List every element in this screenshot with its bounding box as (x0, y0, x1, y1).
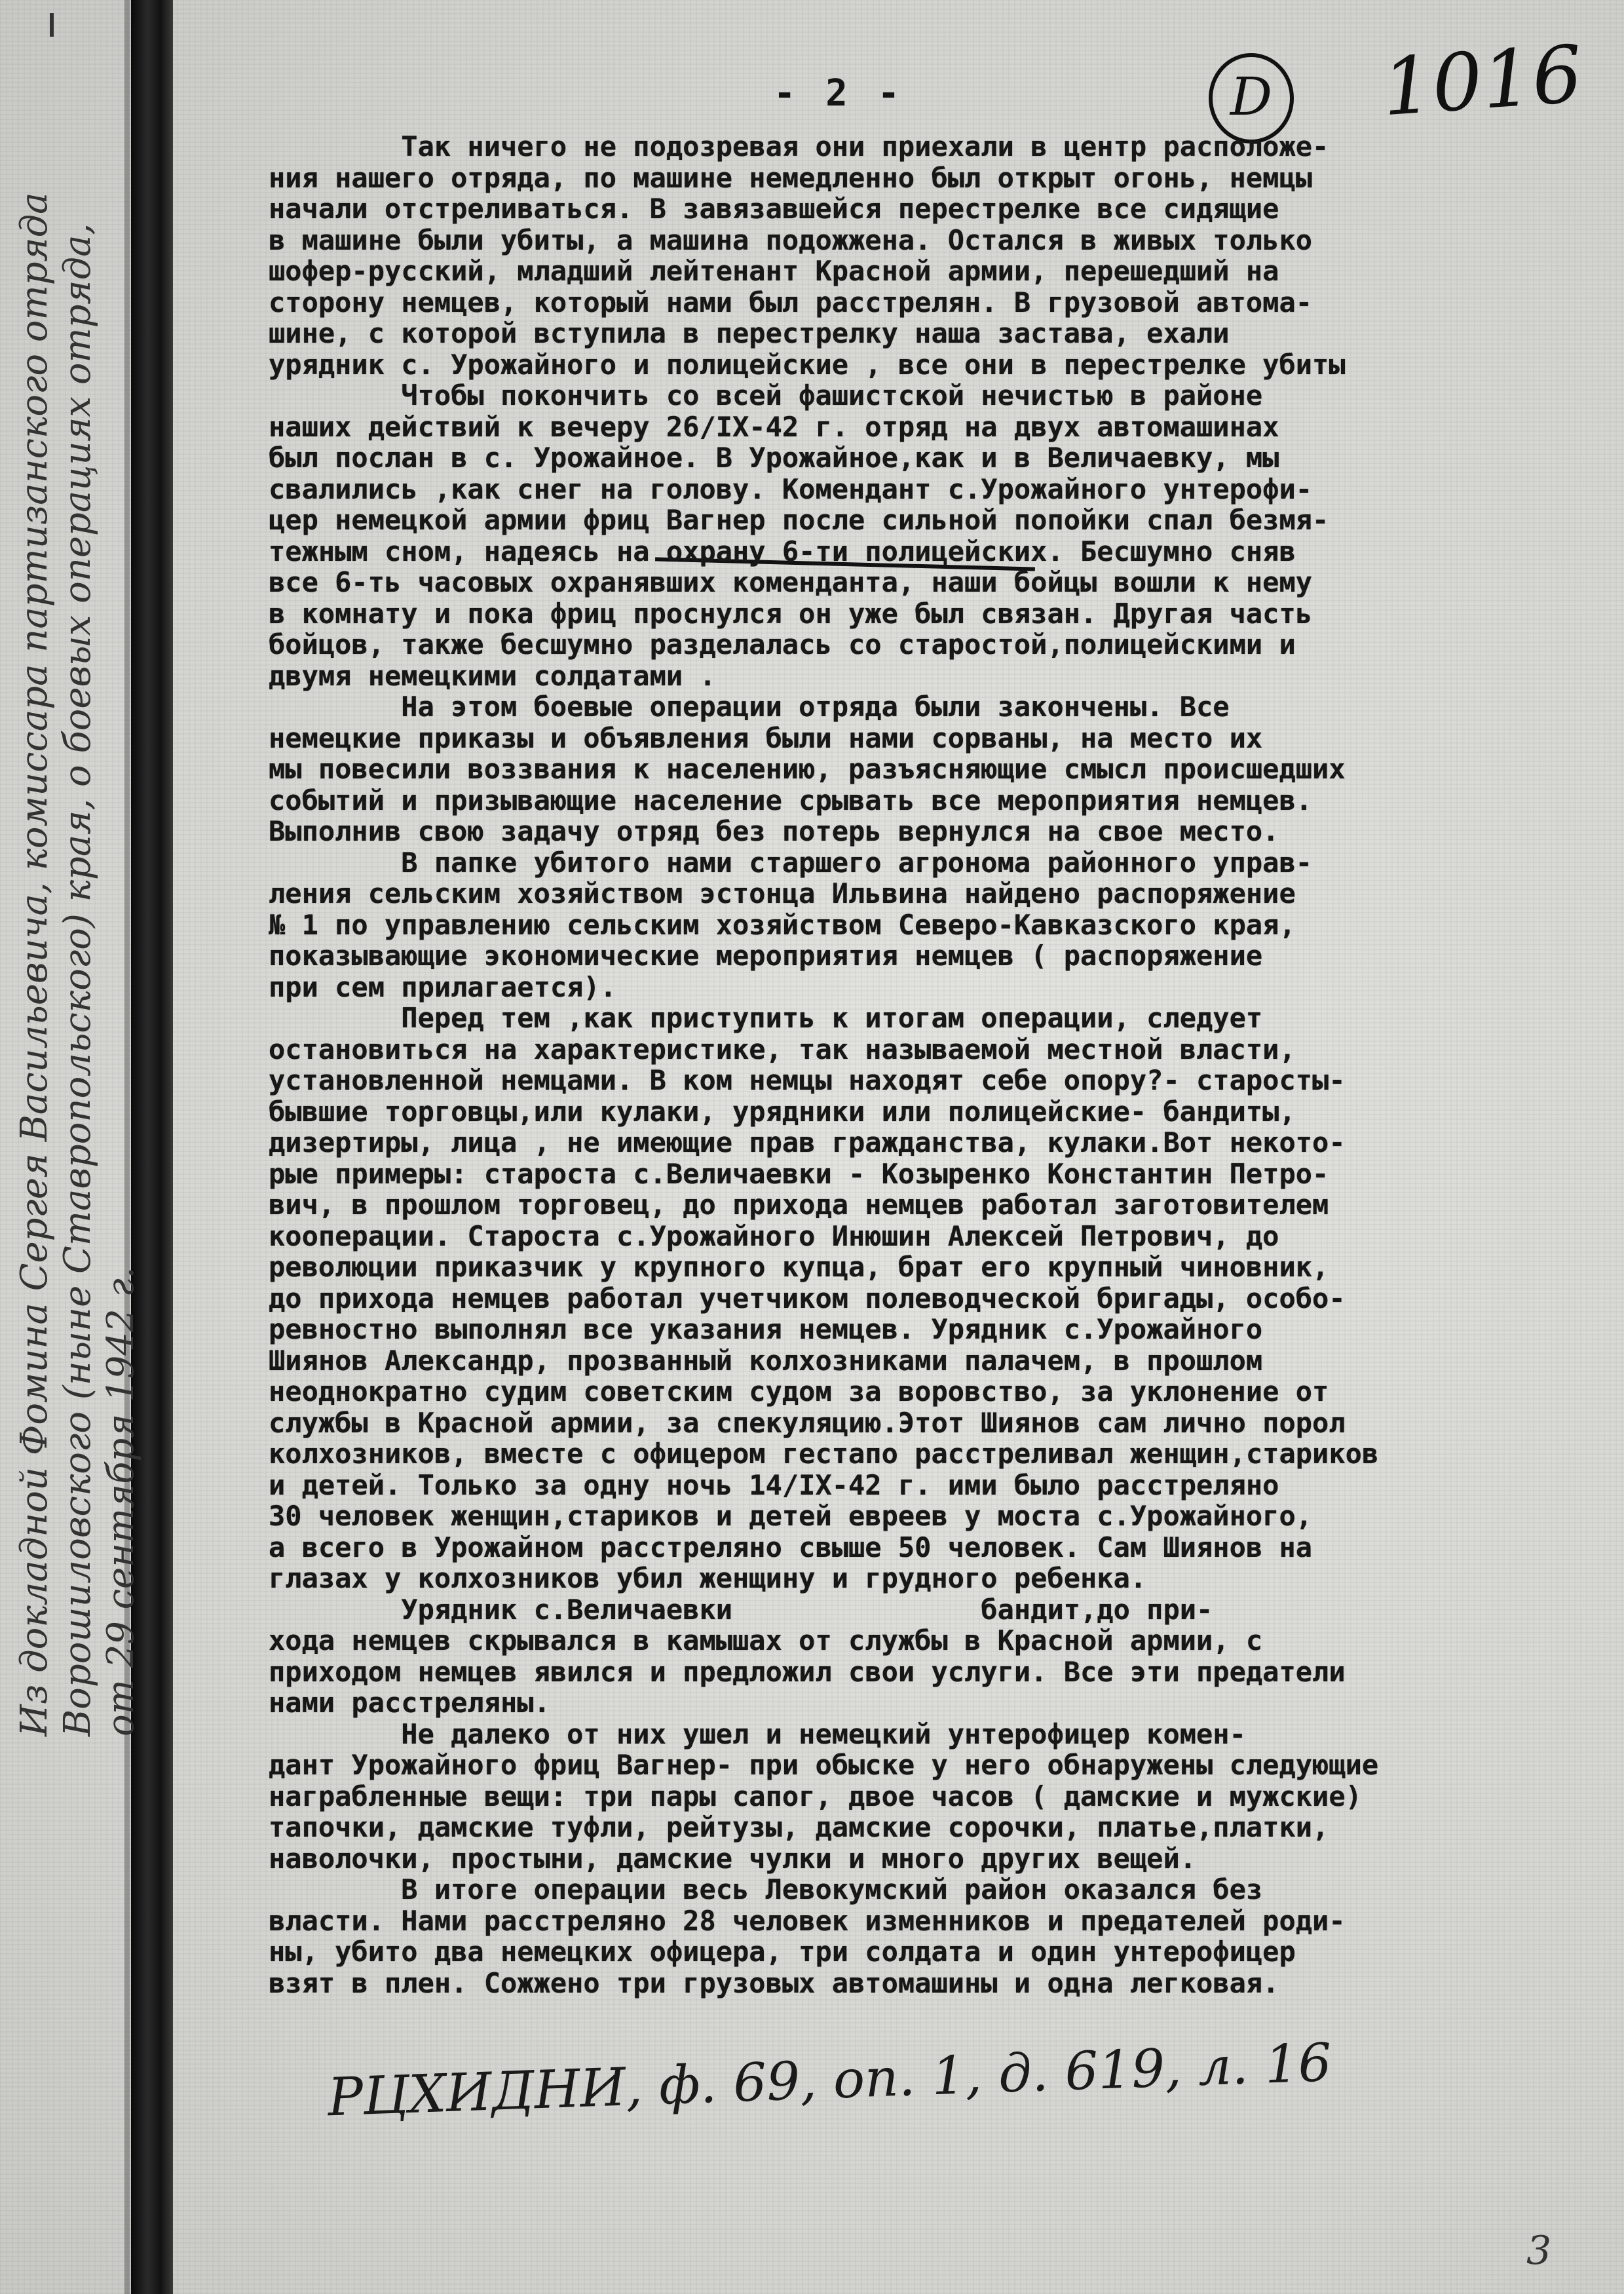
body-text (269, 131, 1579, 1998)
text-line: свалились ,как снег на голову. Комендант с.Урожайного унтерофи- (269, 473, 1313, 505)
text-line: Не далеко от них ушел и немецкий унтерофицер комен- (269, 1718, 1246, 1749)
text-line: вич, в прошлом торговец, до прихода немцев работал заготовителем (269, 1189, 1329, 1221)
text-line: в машине были убиты, а машина подожжена. Остался в живых только (269, 224, 1313, 256)
text-line: В папке убитого нами старшего агронома районного управ- (269, 847, 1313, 878)
text-line: службы в Красной армии, за спекуляцию.Этот Шиянов сам лично порол (269, 1407, 1346, 1438)
text-line: На этом боевые операции отряда были закончены. Все (269, 691, 1230, 723)
text-line: глазах у колхозников убил женщину и грудного ребенка. (269, 1563, 1147, 1594)
text-line: 30 человек женщин,стариков и детей евреев у моста с.Урожайного, (269, 1501, 1313, 1532)
text-line: мы повесили воззвания к населению, разъясняющие смысл происшедших (269, 754, 1346, 785)
text-line: шофер-русский, младший лейтенант Красной армии, перешедший на (269, 256, 1279, 287)
page-number: - 2 - (773, 72, 904, 115)
text-line: бойцов, также бесшумно разделалась со старостой,полицейскими и (269, 629, 1296, 660)
text-line: а всего в Урожайном расстреляно свыше 50 человек. Сам Шиянов на (269, 1531, 1313, 1563)
text-line: тежным сном, надеясь на охрану 6-ти полицейских. Бесшумно сняв (269, 535, 1296, 567)
text-line: ния нашего отряда, по машине немедленно был открыт огонь, немцы (269, 162, 1313, 193)
text-line: ления сельским хозяйством эстонца Ильвина найдено распоряжение (269, 878, 1296, 909)
corner-mark: 3 (1526, 2228, 1552, 2274)
text-line: кооперации. Староста с.Урожайного Инюшин Алексей Петрович, до (269, 1220, 1279, 1252)
text-line: бывшие торговцы,или кулаки, урядники или полицейские- бандиты, (269, 1096, 1296, 1127)
edge-mark (50, 13, 54, 37)
text-line: нами расстреляны. (269, 1687, 550, 1719)
text-line: ревностно выполнял все указания немцев. Урядник с.Урожайного (269, 1314, 1263, 1345)
text-line: остановиться на характеристике, так называемой местной власти, (269, 1033, 1296, 1065)
text-line: был послан в с. Урожайное. В Урожайное,как и в Величаевку, мы (269, 442, 1279, 474)
handwritten-archive-reference: РЦХИДНИ, ф. 69, оп. 1, д. 619, л. 16 (326, 2031, 1333, 2128)
text-line: начали отстреливаться. В завязавшейся перестрелке все сидящие (269, 193, 1279, 225)
circled-letter: D (1230, 66, 1273, 127)
text-line: Выполнив свою задачу отряд без потерь вернулся на свое место. (269, 816, 1279, 847)
text-line: колхозников, вместе с офицером гестапо расстреливал женщин,стариков (269, 1438, 1379, 1470)
text-line: награбленные вещи: три пары сапог, двое часов ( дамские и мужские) (269, 1780, 1362, 1812)
text-line: революции приказчик у крупного купца, брат его крупный чиновник, (269, 1252, 1329, 1283)
text-line: № 1 по управлению сельским хозяйством Северо-Кавказского края, (269, 909, 1296, 940)
text-line: рые примеры: староста с.Величаевки - Козыренко Константин Петро- (269, 1158, 1329, 1189)
text-line: Так ничего не подозревая они приехали в центр расположе- (269, 131, 1329, 162)
text-line: сторону немцев, который нами был расстрелян. В грузовой автома- (269, 286, 1313, 318)
text-line: двумя немецкими солдатами . (269, 660, 716, 691)
text-line: Перед тем ,как приступить к итогам операции, следует (269, 1003, 1263, 1034)
text-line: дизертиры, лица , не имеющие прав гражданства, кулаки.Вот некото- (269, 1127, 1346, 1158)
text-line: дант Урожайного фриц Вагнер- при обыске у него обнаружены следующие (269, 1749, 1379, 1781)
text-line: хода немцев скрывался в камышах от службы в Красной армии, с (269, 1625, 1263, 1656)
text-line: наших действий к вечеру 26/IX-42 г. отряд на двух автомашинах (269, 411, 1279, 442)
margin-note-line: от 29 сентября 1942 г. (100, 1267, 142, 1736)
text-line: тапочки, дамские туфли, рейтузы, дамские сорочки, платье,платки, (269, 1812, 1329, 1843)
margin-note-line: Ворошиловского (ныне Ставропольского) края, о боевых операциях отряда, (56, 223, 99, 1736)
text-line: немецкие приказы и объявления были нами сорваны, на место их (269, 722, 1263, 754)
text-line: урядник с. Урожайного и полицейские , все они в перестрелке убиты (269, 349, 1346, 380)
text-line: приходом немцев явился и предложил свои услуги. Все эти предатели (269, 1656, 1346, 1687)
text-line: В итоге операции весь Левокумский район оказался без (269, 1874, 1263, 1905)
text-line: в комнату и пока фриц проснулся он уже был связан. Другая часть (269, 598, 1313, 629)
text-line: Чтобы покончить со всей фашистской нечистью в районе (269, 380, 1263, 411)
text-line: власти. Нами расстреляно 28 человек изменников и предателей роди- (269, 1905, 1346, 1936)
archive-page-number: 1016 (1379, 29, 1585, 134)
text-line: и детей. Только за одну ночь 14/IX-42 г. ими было расстреляно (269, 1469, 1279, 1501)
text-line: событий и призывающие население срывать все мероприятия немцев. (269, 784, 1313, 816)
text-line: при сем прилагается). (269, 971, 617, 1003)
text-line: до прихода немцев работал учетчиком полеводческой бригады, особо- (269, 1282, 1346, 1314)
text-line: наволочки, простыни, дамские чулки и много других вещей. (269, 1843, 1197, 1874)
text-line: шине, с которой вступила в перестрелку наша застава, ехали (269, 318, 1230, 349)
text-line: Урядник с.Величаевки бандит,до при- (269, 1594, 1213, 1625)
text-line: ны, убито два немецких офицера, три солдата и один унтерофицер (269, 1936, 1296, 1968)
text-line: Шиянов Александр, прозванный колхозниками палачем, в прошлом (269, 1345, 1263, 1376)
text-line: взят в плен. Сожжено три грузовых автомашины и одна легковая. (269, 1967, 1279, 1998)
text-line: все 6-ть часовых охранявших коменданта, наши бойцы вошли к нему (269, 567, 1313, 598)
margin-note-line: Из докладной Фомина Сергея Васильевича, комиссара партизанского отряда (13, 192, 56, 1736)
text-line: показывающие экономические мероприятия немцев ( распоряжение (269, 940, 1263, 972)
text-line: неоднократно судим советским судом за воровство, за уклонение от (269, 1376, 1329, 1407)
text-line: установленной немцами. В ком немцы находят себе опору?- старосты- (269, 1065, 1346, 1096)
margin-handwritten-note (13, 192, 144, 1736)
text-line: цер немецкой армии фриц Вагнер после сильной попойки спал безмя- (269, 505, 1329, 536)
